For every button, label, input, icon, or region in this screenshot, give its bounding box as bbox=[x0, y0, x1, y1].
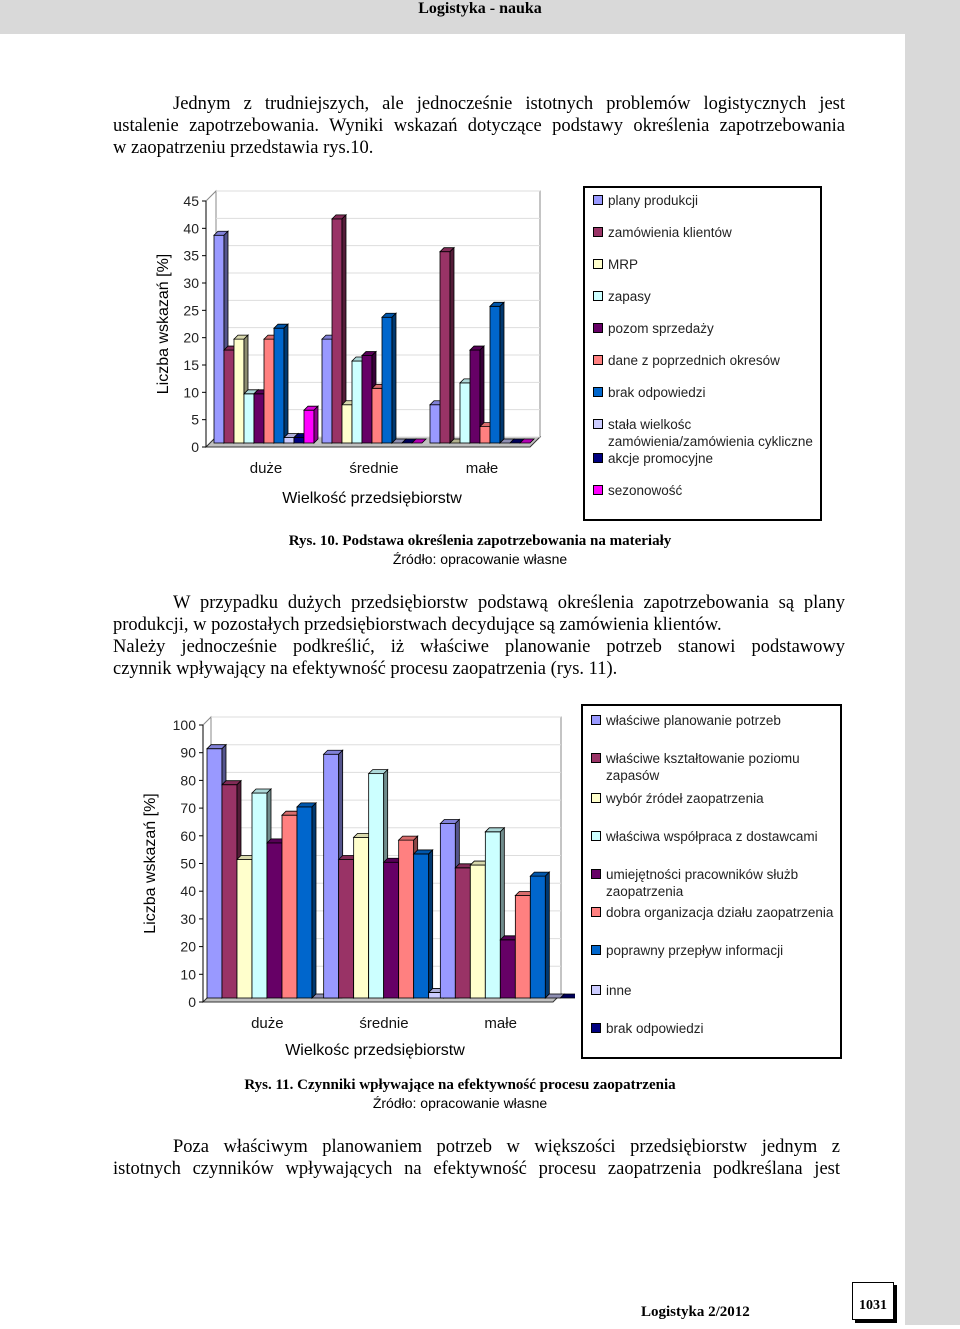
paragraph-conclusion bbox=[113, 1136, 840, 1180]
x-category-label: małe bbox=[484, 1015, 517, 1032]
legend-swatch bbox=[593, 195, 603, 205]
bar bbox=[500, 940, 515, 998]
figure-caption: Rys. 10. Podstawa określenia zapotrzebowania na materiały bbox=[288, 533, 672, 549]
y-tick-label: 0 bbox=[188, 994, 196, 1010]
legend-label: plany produkcji bbox=[608, 193, 699, 208]
bar bbox=[207, 749, 222, 998]
legend-swatch bbox=[593, 453, 603, 463]
bar bbox=[490, 306, 500, 443]
legend-swatch bbox=[591, 907, 601, 917]
bar bbox=[234, 339, 244, 443]
bar bbox=[430, 405, 440, 443]
bar bbox=[342, 405, 352, 443]
bar bbox=[384, 862, 399, 998]
y-tick-label: 30 bbox=[180, 910, 196, 927]
bar-side bbox=[500, 302, 504, 443]
legend-label: dobra organizacja działu zaopatrzenia bbox=[606, 905, 834, 920]
chart-legend-figure-10 bbox=[583, 186, 822, 521]
bar bbox=[254, 394, 264, 443]
bar bbox=[222, 785, 237, 998]
legend-swatch bbox=[593, 227, 603, 237]
legend-label: właściwe planowanie potrzeb bbox=[606, 713, 781, 728]
legend-swatch bbox=[593, 259, 603, 269]
legend-swatch bbox=[591, 831, 601, 841]
legend-swatch bbox=[591, 869, 601, 879]
running-header: Logistyka - nauka bbox=[418, 0, 542, 17]
legend-swatch bbox=[591, 945, 601, 955]
paragraph-intro bbox=[113, 93, 845, 159]
legend-swatch bbox=[593, 323, 603, 333]
legend-label: akcje promocyjne bbox=[608, 451, 714, 466]
bar bbox=[252, 793, 267, 998]
chart-legend-figure-11 bbox=[581, 704, 842, 1059]
bar bbox=[440, 252, 450, 443]
figure-11-caption-block bbox=[170, 1076, 750, 1112]
y-tick-label: 20 bbox=[183, 329, 199, 346]
y-tick-label: 10 bbox=[183, 384, 199, 401]
legend-label: sezonowość bbox=[608, 483, 683, 498]
bar bbox=[339, 860, 354, 999]
legend-swatch bbox=[591, 793, 601, 803]
y-tick-label: 60 bbox=[180, 827, 196, 844]
bar bbox=[530, 876, 545, 998]
legend-label: właściwa współpraca z dostawcami bbox=[606, 829, 818, 844]
text-line: Należy jednocześnie podkreślić, iż właściwe planowanie potrzeb stanowi podstawowy bbox=[113, 637, 845, 657]
text-line: produkcji, w pozostałych przedsiębiorstwach decydujące są zamówienia klientów. bbox=[113, 615, 722, 635]
bar bbox=[354, 837, 369, 998]
bar-side bbox=[314, 406, 318, 443]
legend-label: pozom sprzedaży bbox=[608, 321, 714, 336]
text-line: Poza właściwym planowaniem potrzeb w większości przedsiębiorstw jednym z bbox=[173, 1137, 840, 1157]
y-tick-label: 25 bbox=[183, 302, 199, 319]
bar bbox=[485, 832, 500, 998]
bar bbox=[264, 339, 274, 443]
x-category-label: duże bbox=[251, 1015, 284, 1032]
legend-label: umiejętności pracowników służb zaopatrzenia bbox=[606, 867, 799, 899]
y-tick-label: 40 bbox=[183, 220, 199, 237]
x-category-label: średnie bbox=[359, 1015, 409, 1032]
figure-source: Źródło: opracowanie własne bbox=[392, 551, 568, 567]
bar bbox=[362, 356, 372, 443]
chart-figure-11 bbox=[135, 705, 575, 1065]
legend-label: wybór źródeł zaopatrzenia bbox=[606, 791, 764, 806]
bar bbox=[224, 350, 234, 443]
bar bbox=[470, 865, 485, 998]
y-axis-title: Liczba wskazań [%] bbox=[155, 253, 172, 395]
legend-swatch bbox=[593, 291, 603, 301]
bar bbox=[399, 840, 414, 998]
y-tick-label: 80 bbox=[180, 772, 196, 789]
bar bbox=[515, 896, 530, 998]
x-axis-title: Wielkośc przedsiębiorstw bbox=[285, 1042, 465, 1059]
bar-side bbox=[545, 872, 549, 998]
legend-label: dane z poprzednich okresów bbox=[608, 353, 780, 368]
bar bbox=[267, 843, 282, 998]
y-tick-label: 45 bbox=[183, 193, 199, 209]
legend-swatch bbox=[593, 485, 603, 495]
bar bbox=[274, 328, 284, 443]
bar bbox=[414, 854, 429, 998]
text-line: ustalenie zapotrzebowania. Wyniki wskazań dotyczące podstawy określenia zapotrzebowania bbox=[113, 116, 845, 136]
text-line: Jednym z trudniejszych, ale jednocześnie istotnych problemów logistycznych jest bbox=[173, 94, 845, 114]
y-tick-label: 70 bbox=[180, 800, 196, 817]
chart-figure-10 bbox=[140, 185, 560, 515]
y-tick-label: 15 bbox=[183, 357, 199, 373]
x-category-label: średnie bbox=[349, 460, 399, 477]
page-margin-strip bbox=[905, 34, 960, 1325]
y-tick-label: 100 bbox=[172, 717, 196, 733]
text-line: istotnych czynników wpływających na efektywność procesu zaopatrzenia podkreślana jest bbox=[113, 1159, 840, 1179]
bar bbox=[480, 427, 490, 443]
text-line: W przypadku dużych przedsiębiorstw podstawą określenia zapotrzebowania są plany bbox=[173, 593, 845, 613]
legend-swatch bbox=[593, 355, 603, 365]
y-tick-label: 5 bbox=[191, 411, 199, 428]
bar bbox=[382, 317, 392, 443]
paragraph-analysis bbox=[113, 592, 845, 680]
legend-label: stała wielkośc zamówienia/zamówienia cykliczne bbox=[608, 417, 813, 449]
legend-label: inne bbox=[606, 983, 632, 998]
figure-source: Źródło: opracowanie własne bbox=[372, 1095, 548, 1111]
y-tick-label: 40 bbox=[180, 883, 196, 900]
legend-label: brak odpowiedzi bbox=[608, 385, 706, 400]
bar bbox=[244, 394, 254, 443]
bar bbox=[440, 823, 455, 998]
legend-label: zapasy bbox=[608, 289, 651, 304]
bar bbox=[322, 339, 332, 443]
footer-journal: Logistyka 2/2012 bbox=[641, 1304, 750, 1320]
figure-caption: Rys. 11. Czynniki wpływające na efektywność procesu zaopatrzenia bbox=[244, 1077, 676, 1093]
bar bbox=[237, 860, 252, 999]
y-axis-title: Liczba wskazań [%] bbox=[142, 793, 159, 934]
bar bbox=[282, 815, 297, 998]
bar bbox=[352, 361, 362, 443]
bar-side bbox=[450, 248, 454, 443]
legend-swatch bbox=[591, 753, 601, 763]
legend-label: MRP bbox=[608, 257, 638, 272]
bar bbox=[332, 219, 342, 443]
bar bbox=[297, 807, 312, 998]
text-line: w zaopatrzeniu przedstawia rys.10. bbox=[113, 138, 374, 158]
y-tick-label: 30 bbox=[183, 275, 199, 291]
figure-10-caption-block bbox=[220, 532, 740, 568]
bar bbox=[372, 388, 382, 443]
x-category-label: duże bbox=[249, 460, 283, 477]
bar bbox=[294, 438, 304, 443]
bar bbox=[284, 438, 294, 443]
legend-swatch bbox=[593, 387, 603, 397]
legend-swatch bbox=[591, 715, 601, 725]
bar bbox=[369, 774, 384, 998]
legend-label: zamówienia klientów bbox=[608, 225, 732, 240]
bar-side bbox=[312, 803, 316, 998]
bar bbox=[470, 350, 480, 443]
legend-swatch bbox=[591, 985, 601, 995]
bar-side bbox=[429, 850, 433, 998]
y-tick-label: 50 bbox=[180, 855, 196, 872]
bar bbox=[455, 868, 470, 998]
bar bbox=[214, 235, 224, 443]
page-number: 1031 bbox=[852, 1282, 894, 1320]
bar bbox=[304, 410, 314, 443]
legend-label: poprawny przepływ informacji bbox=[606, 943, 784, 958]
x-category-label: małe bbox=[465, 460, 499, 477]
legend-swatch bbox=[591, 1023, 601, 1033]
y-tick-label: 90 bbox=[180, 744, 196, 761]
x-axis-title: Wielkość przedsiębiorstw bbox=[282, 490, 462, 507]
y-tick-label: 10 bbox=[180, 966, 196, 983]
y-tick-label: 20 bbox=[180, 938, 196, 955]
bar-side bbox=[284, 324, 288, 443]
y-tick-label: 35 bbox=[183, 247, 199, 264]
legend-swatch bbox=[593, 419, 603, 429]
bar bbox=[324, 754, 339, 998]
legend-label: brak odpowiedzi bbox=[606, 1021, 704, 1036]
legend-label: właściwe kształtowanie poziomu zapasów bbox=[606, 751, 800, 783]
bar-side bbox=[392, 313, 396, 443]
y-tick-label: 0 bbox=[191, 439, 199, 455]
bar bbox=[460, 383, 470, 443]
text-line: czynnik wpływający na efektywność procesu zaopatrzenia (rys. 11). bbox=[113, 659, 618, 679]
